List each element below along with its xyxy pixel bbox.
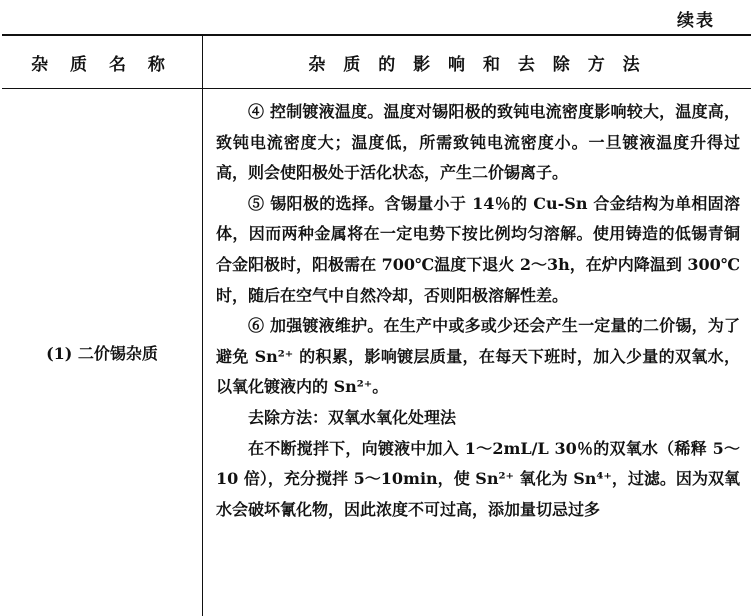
paragraph-removal-method: 去除方法：双氧水氧化处理法 — [248, 407, 457, 427]
table-row — [2, 89, 751, 616]
paragraph-bath-maintenance: ⑥ 加强镀液维护。在生产中或多或少还会产生一定量的二价锡，为了避免 Sn²⁺ 的积累，影响镀层质量，在每天下班时，加入少量的双氧水，以氧化镀液内的 Sn²⁺。 — [216, 316, 740, 397]
header-effect-and-removal: 杂 质 的 影 响 和 去 除 方 法 — [308, 54, 646, 75]
continued-label: 续表 — [677, 11, 715, 31]
paragraph-removal-procedure: 在不断搅拌下，向镀液中加入 1～2mL/L 30％的双氧水（稀释 5～10 倍），充分搅拌 5～10min，使 Sn²⁺ 氧化为 Sn⁴⁺，过滤。因为双氧水会破坏氰化物，因此浓度不可过高，添加量切忌过多 — [216, 438, 740, 519]
impurity-table — [2, 34, 751, 616]
row-label-divalent-tin: (1) 二价锡杂质 — [2, 89, 203, 616]
paragraph-temperature-control: ④ 控制镀液温度。温度对锡阳极的致钝电流密度影响较大，温度高，致钝电流密度大；温度低，所需致钝电流密度小。一旦镀液温度升得过高，则会使阳极处于活化状态，产生二价锡离子。 — [216, 102, 740, 183]
effect-description-cell — [216, 97, 740, 525]
header-impurity-name: 杂 质 名 称 — [2, 36, 203, 88]
paragraph-anode-selection: ⑤ 锡阳极的选择。含锡量小于 14％的 Cu-Sn 合金结构为单相固溶体，因而两种金属将在一定电势下按比例均匀溶解。使用铸造的低锡青铜合金阳极时，阳极需在 700℃温度下退火 2～3h，在炉内降温到 300℃时，随后在空气中自然冷却，否则阳极溶解性差。 — [216, 193, 740, 305]
table-header-row — [2, 36, 751, 89]
